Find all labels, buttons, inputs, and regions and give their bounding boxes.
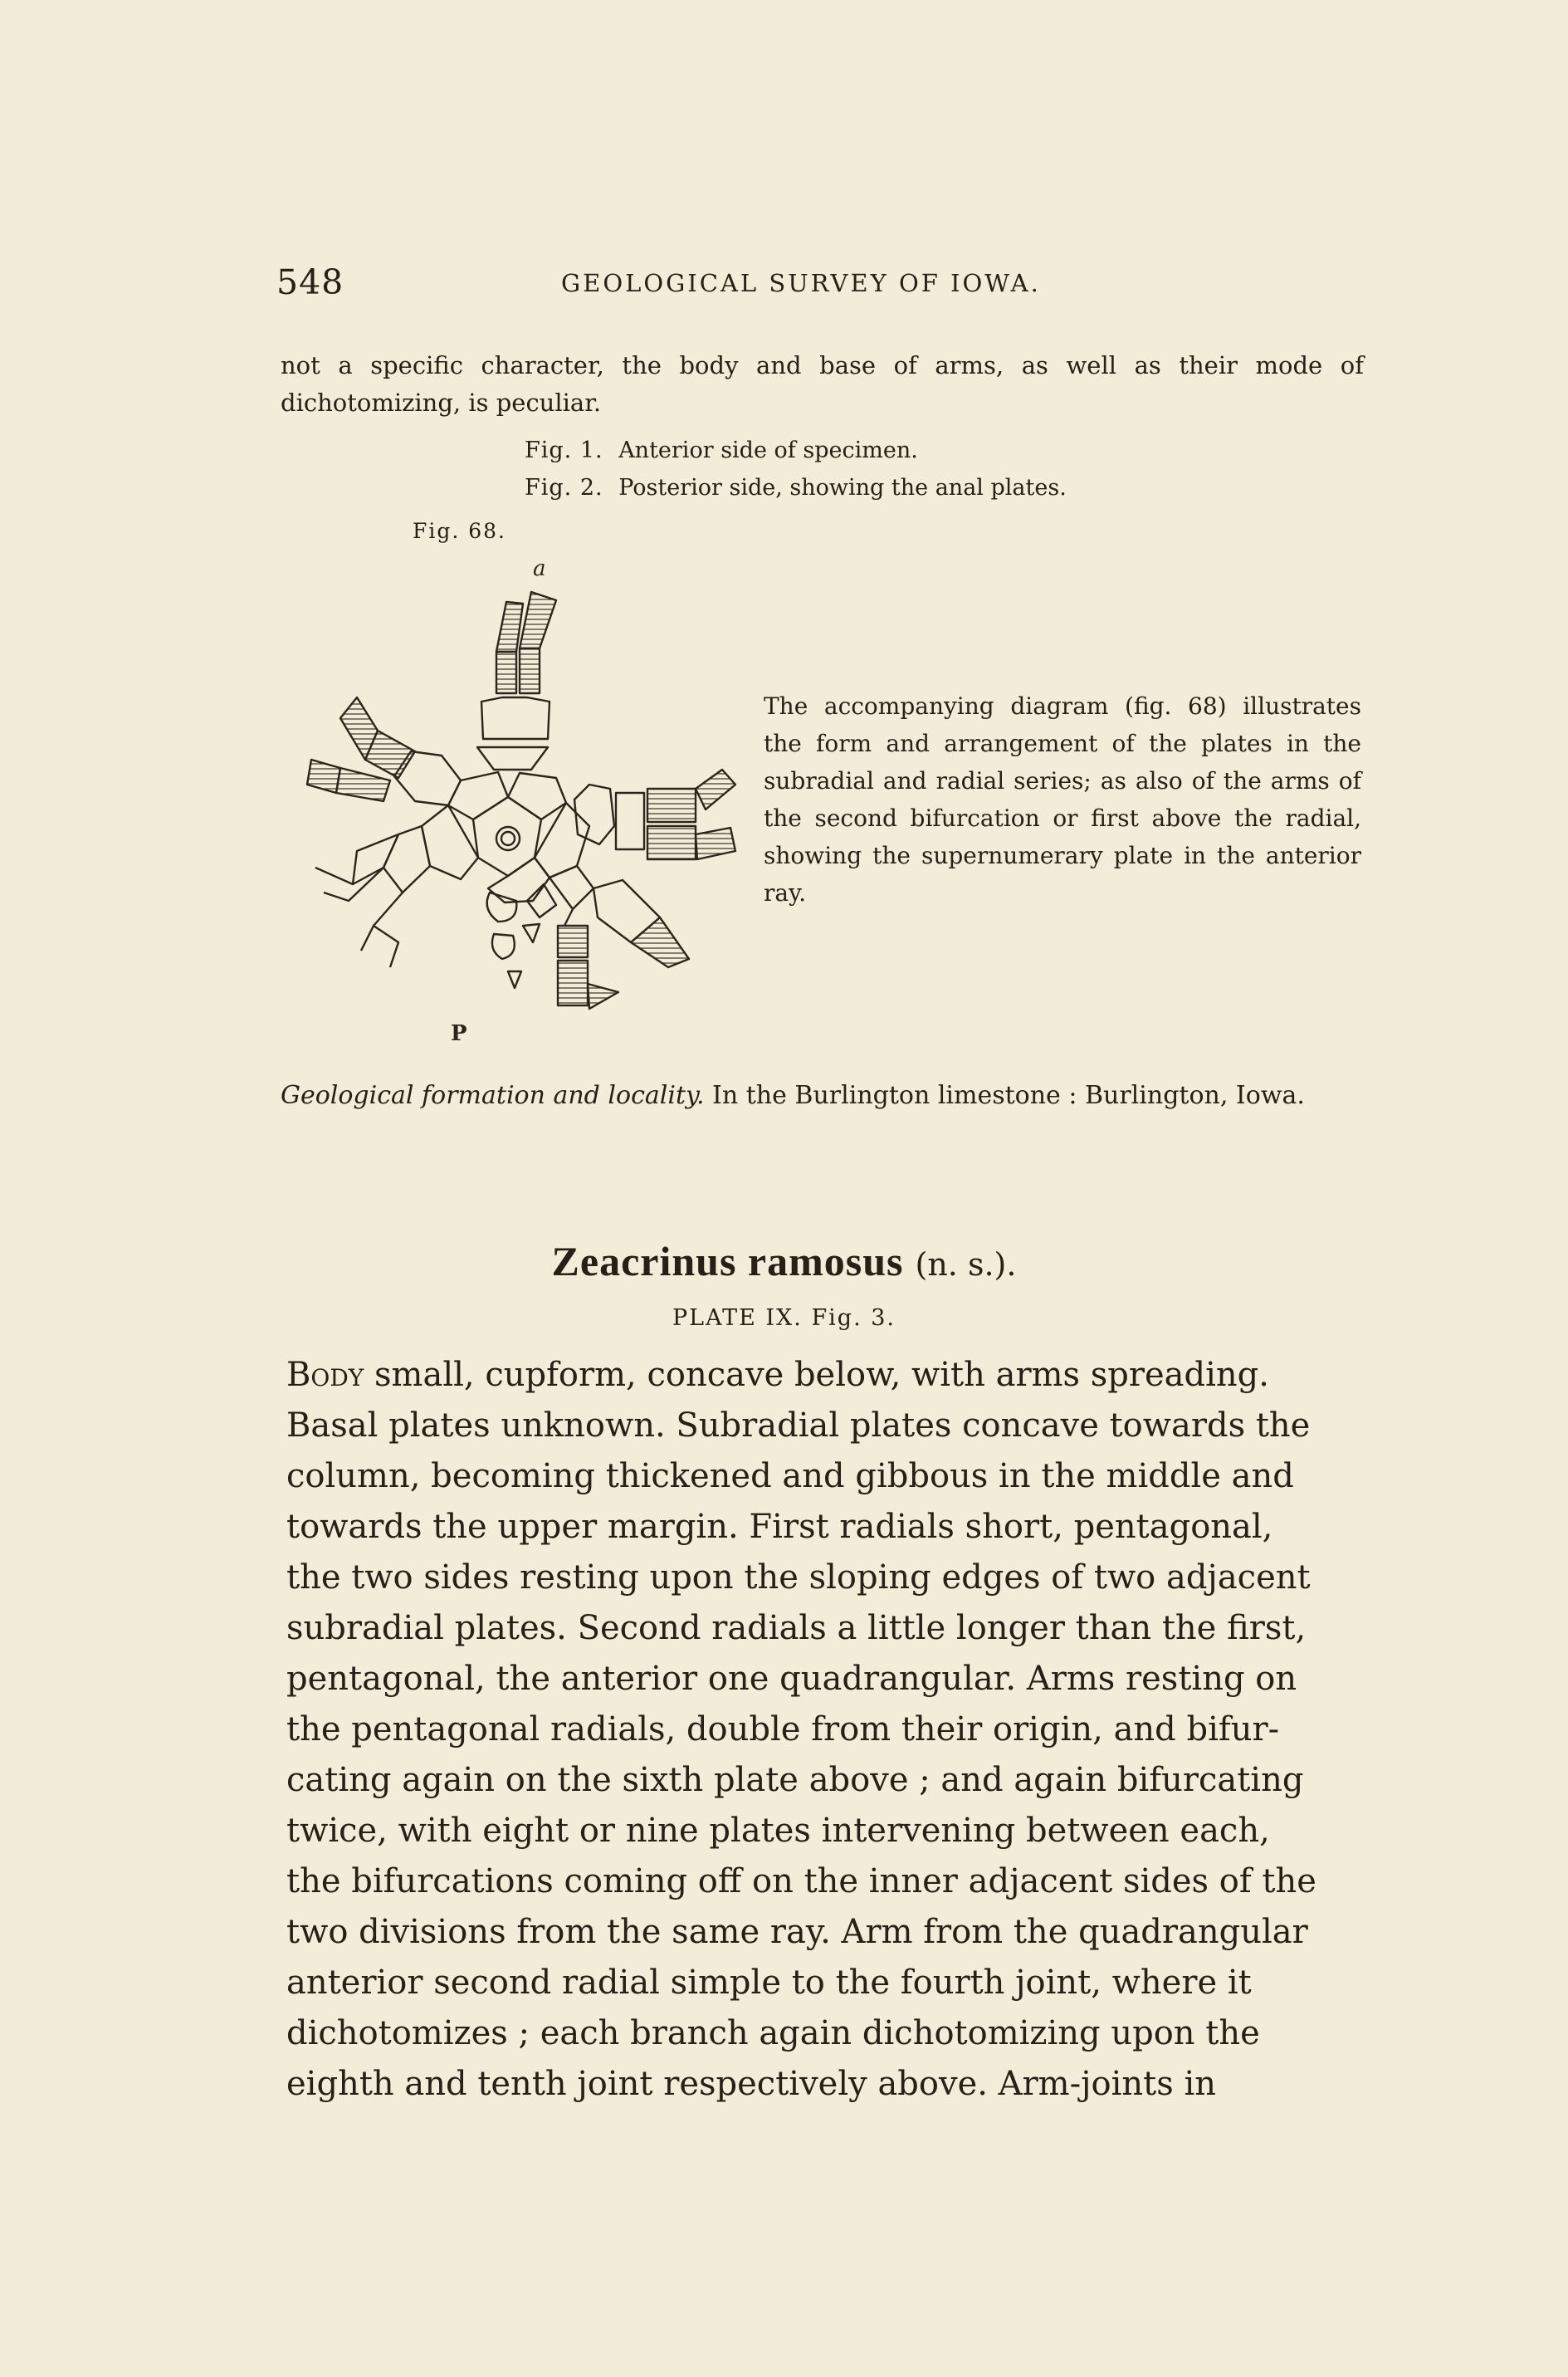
diagram-description: The accompanying diagram (fig. 68) illustrates the form and arrangement of the plates in the subradial and radial series; as also of the arms of the second bifurcation or first above the radial, showing the supernumerary plate in the anterior ray. — [764, 692, 1361, 907]
description-line: Body small, cupform, concave below, with arms spreading. — [286, 1356, 1270, 1394]
description-line: subradial plates. Second radials a little longer than the first, — [286, 1609, 1307, 1647]
crinoid-plate-diagram — [291, 552, 739, 1063]
description-line: column, becoming thickened and gibbous in the middle and — [286, 1457, 1294, 1495]
description-line: anterior second radial simple to the fourth joint, where it — [286, 1964, 1252, 2002]
figure-caption-text: Anterior side of specimen. — [618, 438, 918, 463]
intro-paragraph: not a specific character, the body and base of arms, as well as their mode of dichotomizing, is peculiar. — [281, 351, 1364, 417]
description-line: the bifurcations coming off on the inner adjacent sides of the — [286, 1862, 1316, 1900]
formation-label: Geological formation and locality. — [281, 1081, 705, 1110]
species-status: (n. s.). — [915, 1246, 1017, 1283]
left-lower-ray — [315, 826, 430, 967]
species-description — [286, 1350, 1370, 2110]
figure-caption-1 — [525, 432, 1067, 469]
left-upper-ray — [307, 697, 461, 805]
right-lower-ray — [550, 866, 689, 1009]
calyx-center — [422, 772, 589, 902]
description-line: pentagonal, the anterior one quadrangular. Arms resting on — [286, 1660, 1297, 1698]
page-header — [276, 262, 1364, 304]
description-line: eighth and tenth joint respectively above. Arm-joints in — [286, 2065, 1217, 2103]
formation-text: In the Burlington limestone : Burlington, Iowa. — [712, 1081, 1305, 1110]
page-number: 548 — [276, 262, 344, 302]
description-line: towards the upper margin. First radials short, pentagonal, — [286, 1508, 1273, 1546]
description-line: the two sides resting upon the sloping edges of two adjacent — [286, 1558, 1311, 1597]
anterior-label: a — [533, 556, 546, 581]
formation-paragraph — [281, 1077, 1364, 1115]
description-line: cating again on the sixth plate above ; and again bifurcating — [286, 1761, 1304, 1799]
plate-reference: PLATE IX. Fig. 3. — [672, 1305, 896, 1331]
species-heading — [0, 1237, 1568, 1285]
description-lead-word: Body — [286, 1356, 364, 1394]
figure-caption-list — [525, 432, 1067, 506]
running-head: GEOLOGICAL SURVEY OF IOWA. — [561, 269, 1041, 297]
figure-caption-2 — [525, 469, 1067, 506]
right-ray — [574, 770, 735, 859]
anterior-ray — [477, 592, 556, 770]
description-line: the pentagonal radials, double from their origin, and bifur- — [286, 1710, 1280, 1749]
figure-caption-number: Fig. 1. — [525, 438, 603, 463]
description-line: dichotomizes ; each branch again dichotomizing upon the — [286, 2014, 1260, 2052]
species-name: Zeacrinus ramosus — [551, 1238, 904, 1284]
figure-caption-number: Fig. 2. — [525, 475, 603, 501]
posterior-label: P — [451, 1021, 467, 1046]
figure-caption-text: Posterior side, showing the anal plates. — [618, 475, 1067, 501]
posterior-anal-plates — [487, 884, 556, 988]
figure-label: Fig. 68. — [413, 519, 506, 543]
description-line: twice, with eight or nine plates intervening between each, — [286, 1812, 1270, 1850]
description-line: two divisions from the same ray. Arm from the quadrangular — [286, 1913, 1308, 1951]
description-line: Basal plates unknown. Subradial plates concave towards the — [286, 1406, 1311, 1445]
